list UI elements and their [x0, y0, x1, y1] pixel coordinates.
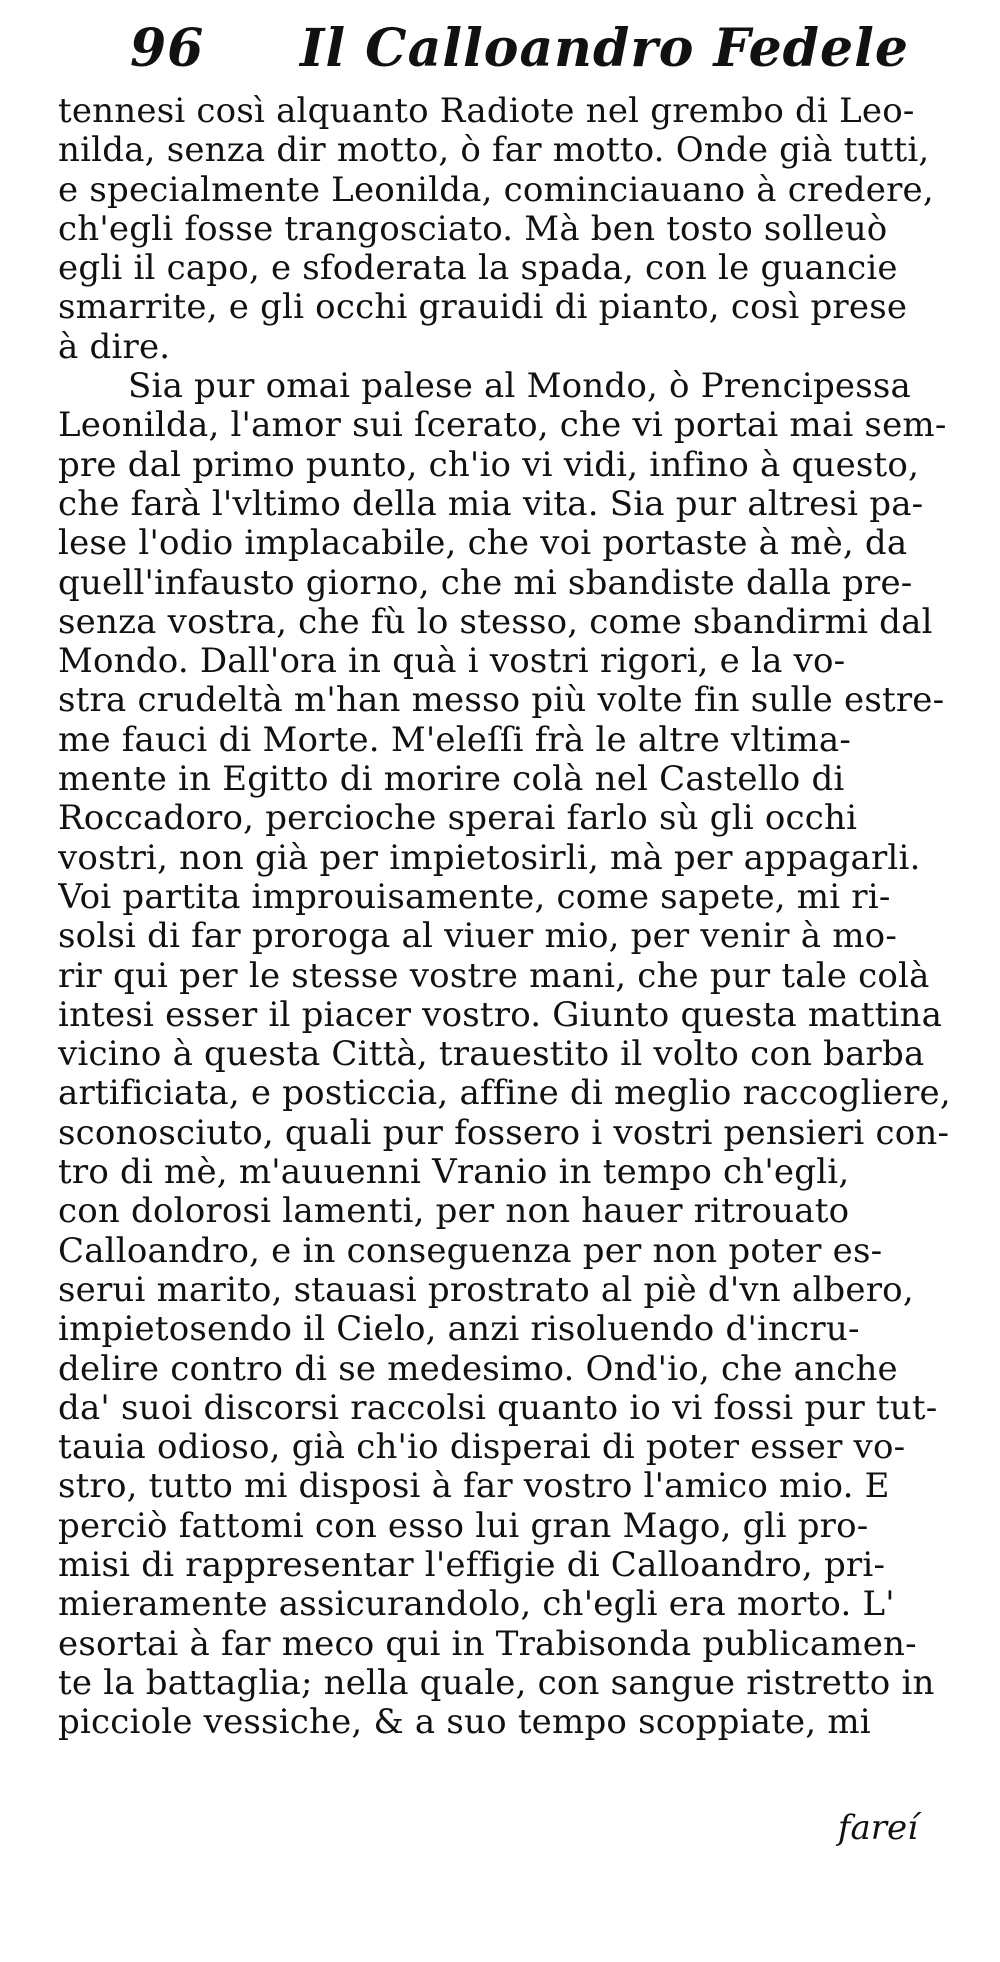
text-line: quell'infausto giorno, che mi sbandiste dalla pre-: [58, 563, 913, 603]
text-line: vicino à questa Città, trauestito il volto con barba: [58, 1035, 925, 1075]
text-line: impietosendo il Cielo, anzi risoluendo d'incru-: [58, 1310, 860, 1350]
text-line: esortai à far meco qui in Trabisonda publicamen-: [58, 1624, 917, 1664]
text-line: delire contro di se medesimo. Ond'io, che anche: [58, 1349, 898, 1389]
text-line: misi di rappresentar l'effigie di Calloandro, pri-: [58, 1545, 886, 1585]
text-line: picciole vessiche, & a suo tempo scoppiate, mi: [58, 1703, 871, 1743]
text-line: Calloandro, e in conseguenza per non poter es-: [58, 1231, 883, 1271]
text-line: nilda, senza dir motto, ò far motto. Onde già tutti,: [58, 131, 930, 171]
text-line: à dire.: [58, 327, 171, 367]
text-body: [58, 92, 963, 1742]
text-line: stro, tutto mi disposi à far vostro l'amico mio. E: [58, 1467, 890, 1507]
text-line: ch'egli fosse trangosciato. Mà ben tosto solleuò: [58, 209, 888, 249]
text-line: tennesi così alquanto Radiote nel grembo di Leo-: [58, 92, 915, 131]
text-line: che farà l'vltimo della mia vita. Sia pur altresi pa-: [58, 484, 924, 524]
catchword: fareí: [837, 1808, 918, 1848]
text-line: rir qui per le stesse vostre mani, che pur tale colà: [58, 956, 930, 996]
text-line: tauia odioso, già ch'io disperai di poter esser vo-: [58, 1428, 906, 1468]
text-line: senza vostra, che fù lo stesso, come sbandirmi dal: [58, 602, 933, 642]
text-line: Roccadoro, percioche sperai farlo sù gli occhi: [58, 799, 858, 839]
page-header: [130, 18, 910, 88]
text-line: mente in Egitto di morire colà nel Castello di: [58, 760, 845, 800]
text-line: artificiata, e posticcia, affine di meglio raccogliere,: [58, 1074, 951, 1114]
text-line: smarrite, e gli occhi grauidi di pianto, così prese: [58, 288, 908, 328]
text-line: egli il capo, e sfoderata la spada, con le guancie: [58, 249, 898, 289]
text-line: solsi di far proroga al viuer mio, per venir à mo-: [58, 917, 898, 957]
text-line: Sia pur omai palese al Mondo, ò Prencipessa: [128, 367, 912, 407]
text-line: Leonilda, l'amor sui ſcerato, che vi portai mai sem-: [58, 406, 947, 446]
text-line: da' suoi discorsi raccolsi quanto io vi fossi pur tut-: [58, 1388, 938, 1428]
text-line: stra crudeltà m'han messo più volte fin sulle estre-: [58, 681, 945, 721]
text-line: con dolorosi lamenti, per non hauer ritrouato: [58, 1192, 850, 1232]
text-line: perciò fattomi con esso lui gran Mago, gli pro-: [58, 1506, 869, 1546]
text-line: vostri, non già per impietosirli, mà per appagarli.: [58, 838, 921, 878]
text-line: tro di mè, m'auuenni Vranio in tempo ch'egli,: [58, 1153, 850, 1193]
text-line: Mondo. Dall'ora in quà i vostri rigori, e la vo-: [58, 642, 846, 682]
text-line: lese l'odio implacabile, che voi portaste à mè, da: [58, 524, 908, 564]
text-line: mieramente assicurandolo, ch'egli era morto. L': [58, 1585, 895, 1625]
page-number: 96: [130, 18, 205, 79]
text-line: sconosciuto, quali pur fossero i vostri pensieri con-: [58, 1113, 950, 1153]
text-line: te la battaglia; nella quale, con sangue ristretto in: [58, 1663, 935, 1703]
text-line: serui marito, stauasi prostrato al piè d'vn albero,: [58, 1270, 914, 1310]
text-line: Voi partita improuisamente, come sapete, mi ri-: [58, 877, 891, 917]
text-line: pre dal primo punto, ch'io vi vidi, infino à questo,: [58, 445, 920, 485]
text-line: e specialmente Leonilda, cominciauano à credere,: [58, 170, 934, 210]
running-title: Il Calloandro Fedele: [300, 18, 909, 79]
text-line: me fauci di Morte. M'eleſſi frà le altre vltima-: [58, 720, 852, 760]
text-line: intesi esser il piacer vostro. Giunto questa mattina: [58, 995, 943, 1035]
